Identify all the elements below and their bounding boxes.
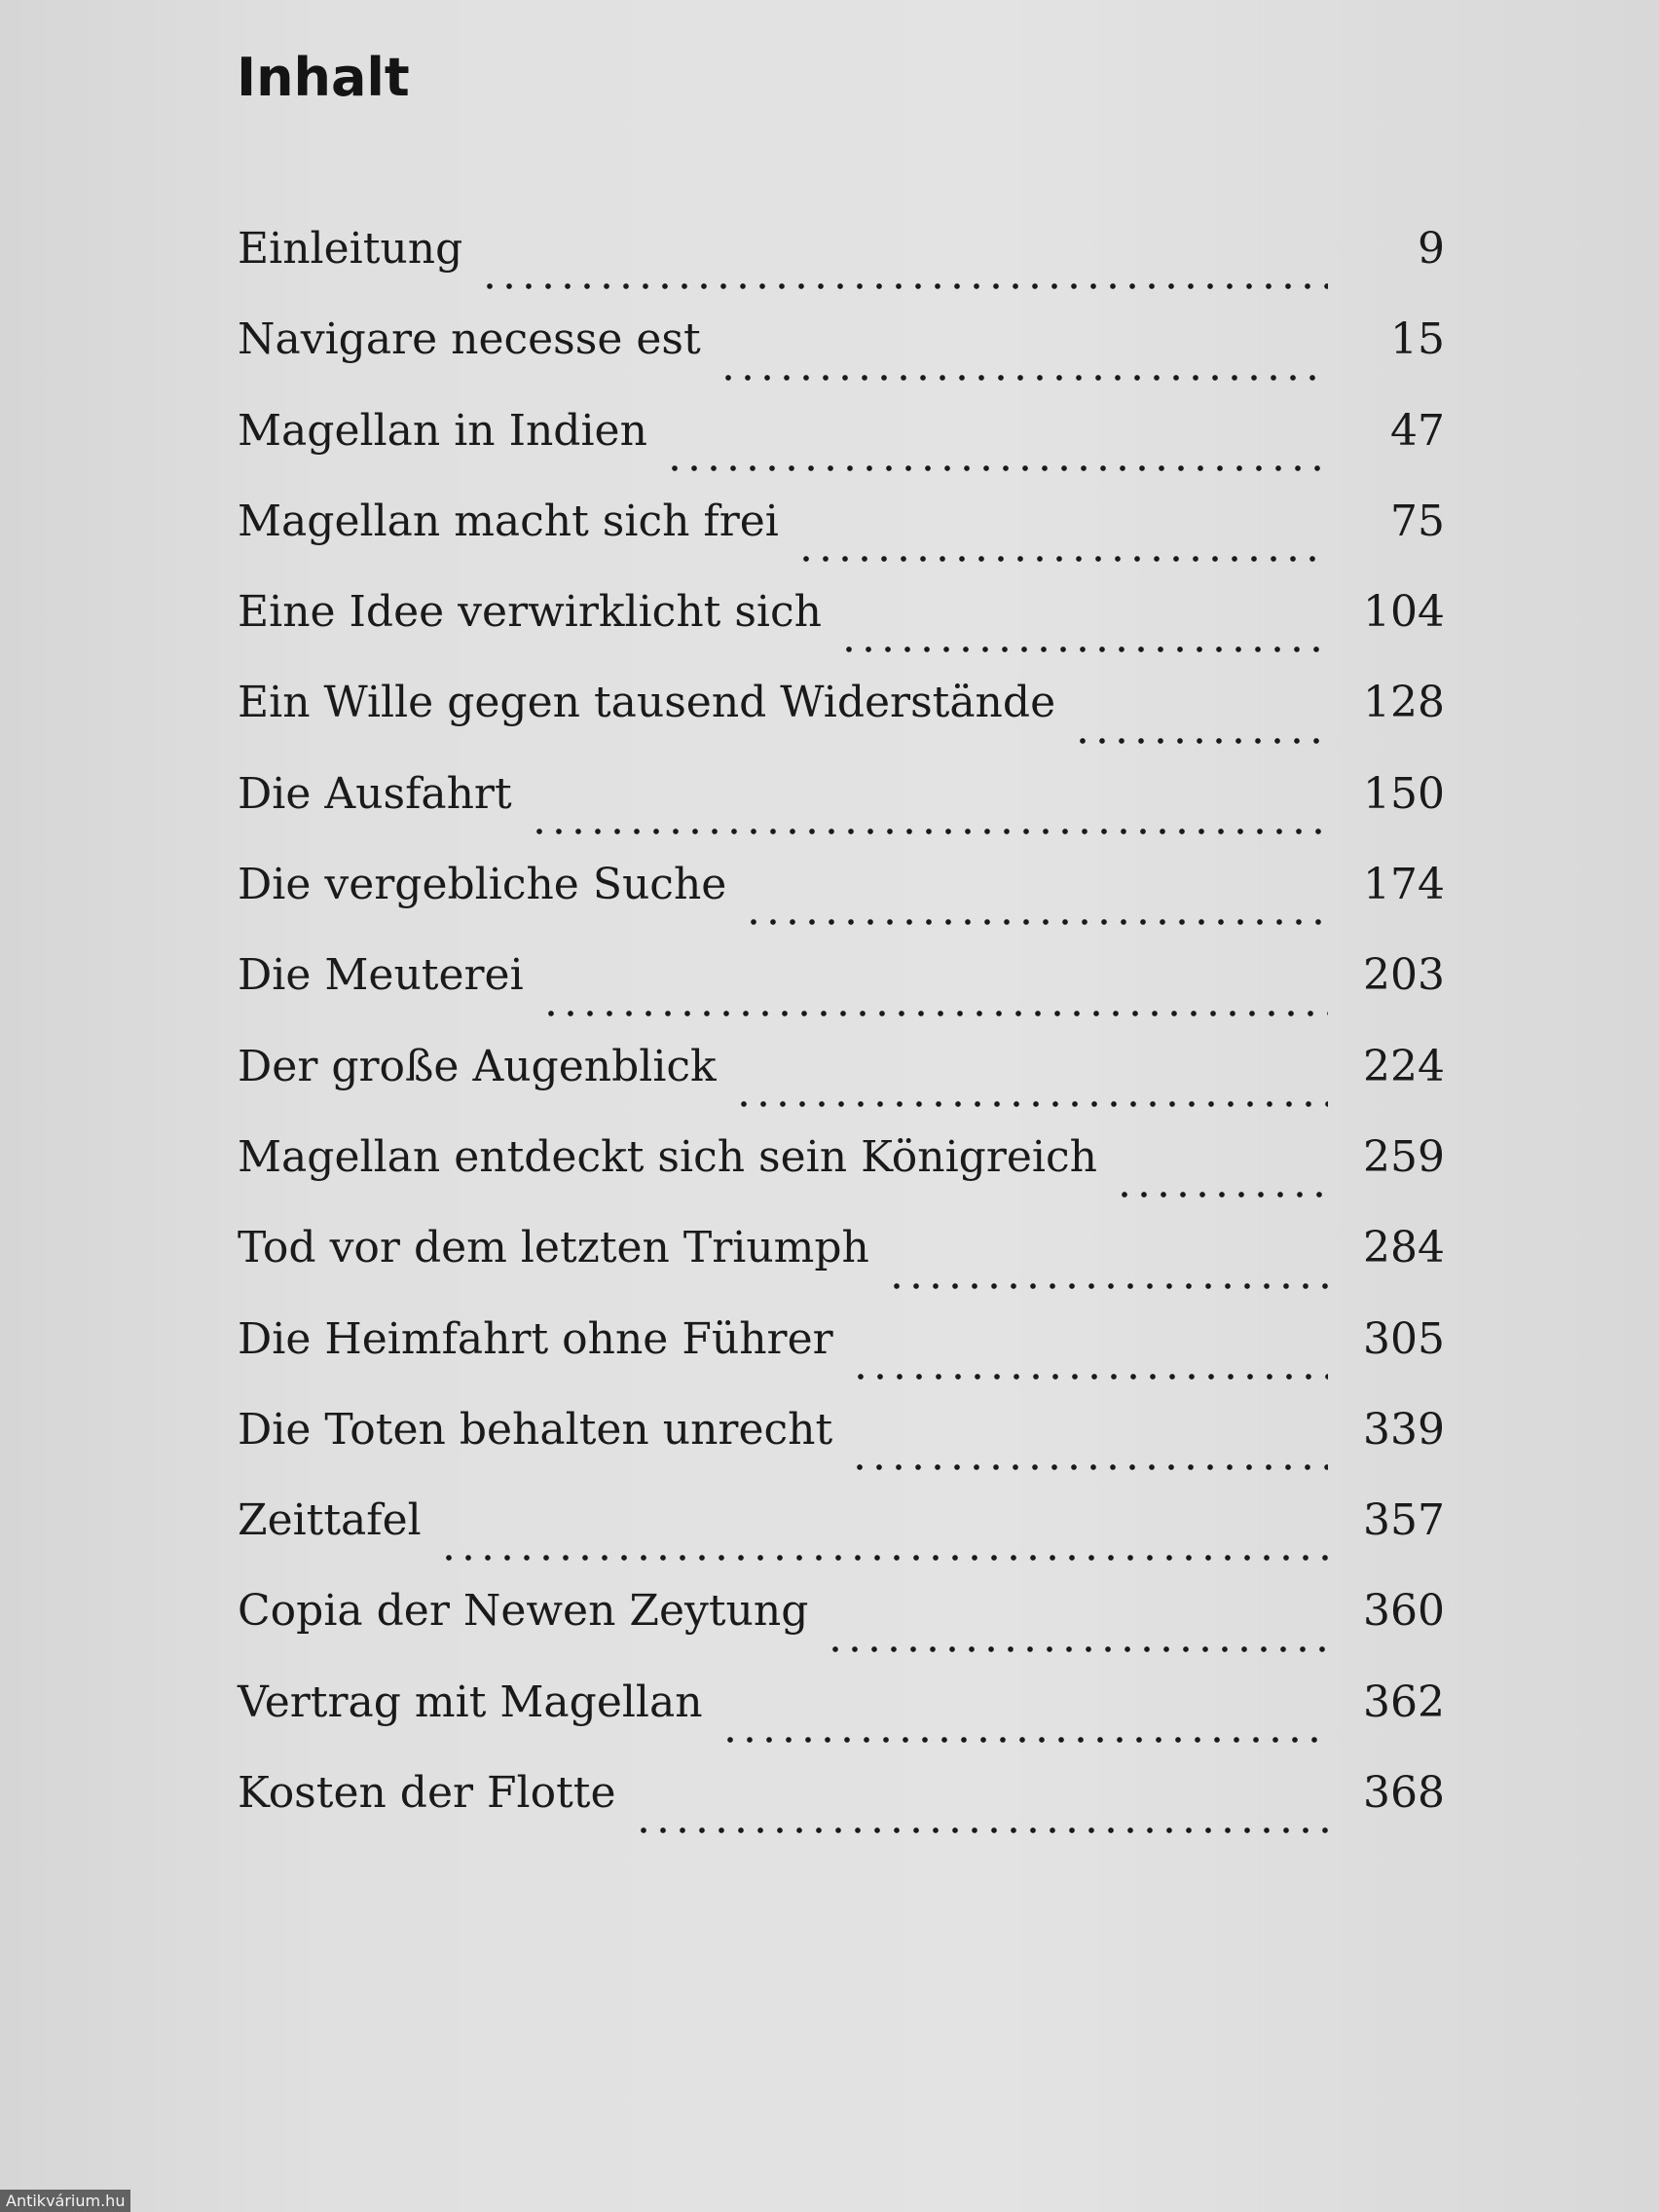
dot-leader xyxy=(826,1642,1328,1656)
dot-leader xyxy=(1115,1188,1328,1201)
toc-entry-title: Zeittafel xyxy=(238,1495,422,1546)
dot-leader xyxy=(634,1824,1328,1837)
toc-page-number: 284 xyxy=(1363,1223,1445,1273)
toc-page-number: 104 xyxy=(1363,587,1445,638)
toc-page-number: 75 xyxy=(1390,496,1445,546)
toc-entry xyxy=(238,1223,1445,1313)
toc-entry-title: Die Ausfahrt xyxy=(238,768,512,819)
toc-page-number: 224 xyxy=(1363,1041,1445,1091)
toc-entry xyxy=(238,1132,1445,1223)
toc-entry-title: Die Meuterei xyxy=(238,950,524,1001)
toc-entry-title: Tod vor dem letzten Triumph xyxy=(238,1223,869,1273)
toc-entry-title: Ein Wille gegen tausend Widerstände xyxy=(238,678,1056,728)
dot-leader xyxy=(839,643,1328,656)
toc-entry-title: Die vergebliche Suche xyxy=(238,860,727,910)
toc-entry xyxy=(238,314,1445,405)
toc-entry-title: Magellan entdeckt sich sein Königreich xyxy=(238,1131,1097,1182)
toc-entry xyxy=(238,769,1445,860)
dot-leader xyxy=(851,1370,1328,1383)
toc-entry-title: Vertrag mit Magellan xyxy=(238,1677,703,1727)
toc-page-number: 47 xyxy=(1390,405,1445,456)
dot-leader xyxy=(720,1733,1328,1747)
dot-leader xyxy=(665,461,1328,475)
toc-entry xyxy=(238,1314,1445,1405)
dot-leader xyxy=(439,1551,1328,1565)
dot-leader xyxy=(734,1097,1328,1111)
toc-entry xyxy=(238,224,1445,314)
toc-entry xyxy=(238,406,1445,497)
dot-leader xyxy=(541,1007,1328,1020)
toc-entry-title: Die Heimfahrt ohne Führer xyxy=(238,1313,833,1364)
page-title: Inhalt xyxy=(237,47,410,108)
toc-entry xyxy=(238,1586,1445,1677)
toc-entry-title: Einleitung xyxy=(238,224,463,274)
watermark: Antikvárium.hu xyxy=(0,2190,130,2212)
toc-entry xyxy=(238,1042,1445,1132)
toc-entry xyxy=(238,497,1445,587)
toc-page-number: 174 xyxy=(1363,860,1445,910)
toc-page-number: 368 xyxy=(1363,1768,1445,1819)
toc-entry-title: Navigare necesse est xyxy=(238,314,701,365)
dot-leader xyxy=(1073,734,1328,748)
toc-entry-title: Eine Idee verwirklicht sich xyxy=(238,587,822,638)
dot-leader xyxy=(744,915,1328,929)
toc-page-number: 339 xyxy=(1363,1404,1445,1455)
toc-entry xyxy=(238,1677,1445,1768)
toc-entry xyxy=(238,1405,1445,1495)
toc-entry-title: Magellan macht sich frei xyxy=(238,496,779,546)
toc-entry xyxy=(238,1768,1445,1859)
toc-page-number: 203 xyxy=(1363,950,1445,1001)
toc-entry xyxy=(238,860,1445,950)
toc-page-number: 9 xyxy=(1418,224,1445,274)
toc-entry xyxy=(238,950,1445,1041)
toc-page-number: 259 xyxy=(1363,1131,1445,1182)
toc-entry-title: Magellan in Indien xyxy=(238,405,647,456)
toc-entry xyxy=(238,587,1445,678)
toc-page-number: 305 xyxy=(1363,1313,1445,1364)
toc-page-number: 360 xyxy=(1363,1586,1445,1637)
toc-entry xyxy=(238,678,1445,768)
dot-leader xyxy=(719,371,1328,385)
dot-leader xyxy=(796,552,1328,566)
toc-entry-title: Der große Augenblick xyxy=(238,1041,717,1091)
toc-page-number: 128 xyxy=(1363,678,1445,728)
toc-page-number: 150 xyxy=(1363,768,1445,819)
dot-leader xyxy=(480,279,1328,293)
toc-entry-title: Kosten der Flotte xyxy=(238,1768,616,1819)
table-of-contents xyxy=(238,224,1445,1859)
toc-page-number: 357 xyxy=(1363,1495,1445,1546)
dot-leader xyxy=(850,1460,1328,1474)
toc-page-number: 362 xyxy=(1363,1677,1445,1727)
toc-page-number: 15 xyxy=(1390,314,1445,365)
toc-entry xyxy=(238,1495,1445,1586)
dot-leader xyxy=(887,1279,1328,1293)
toc-entry-title: Copia der Newen Zeytung xyxy=(238,1586,809,1637)
toc-entry-title: Die Toten behalten unrecht xyxy=(238,1404,833,1455)
dot-leader xyxy=(530,825,1328,838)
